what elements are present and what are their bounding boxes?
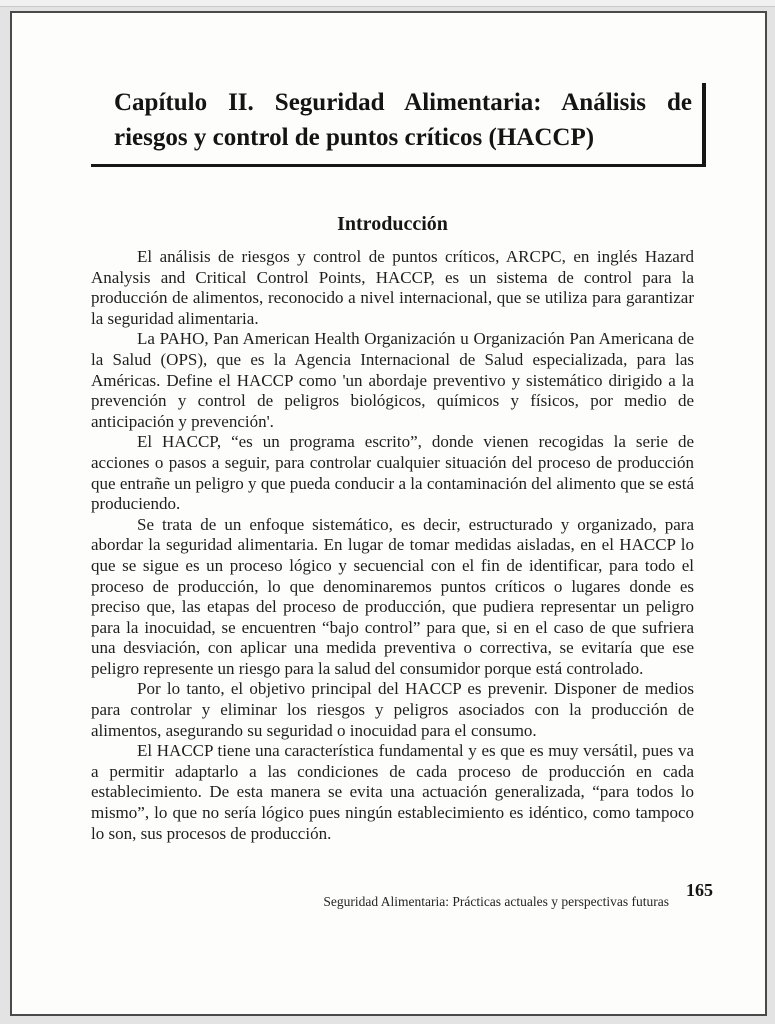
chapter-title-line-2: riesgos y control de puntos críticos (HACCP)	[114, 124, 595, 151]
page-number: 165	[686, 880, 713, 900]
window-edge-strip	[0, 0, 775, 7]
body-paragraph: La PAHO, Pan American Health Organización u Organización Pan Americana de la Salud (OPS), que es la Agencia Internacional de Salud especializada, para las Américas. Define el HACCP como 'un abordaje preventivo y sistemático dirigido a la prevención y control de peligros biológicos, químicos y físicos, por medio de anticipación y prevención'.	[91, 329, 694, 431]
body-paragraph: El HACCP tiene una característica fundamental y es que es muy versátil, pues va a permitir adaptarlo a las condiciones de cada proceso de producción en cada establecimiento. De esta manera se evita una actuación generalizada, “para todos lo mismo”, lo que no sería lógico pues ningún establecimiento es idéntico, como tampoco lo son, sus procesos de producción.	[91, 741, 694, 843]
body-paragraph: Por lo tanto, el objetivo principal del HACCP es prevenir. Disponer de medios para controlar y eliminar los riesgos y peligros asociados con la producción de alimentos, asegurando su seguridad o inocuidad para el consumo.	[91, 679, 694, 740]
chapter-title	[91, 83, 706, 167]
page-footer	[323, 879, 713, 910]
running-footer-text: Seguridad Alimentaria: Prácticas actuales y perspectivas futuras	[323, 894, 669, 909]
document-page	[10, 11, 767, 1016]
page-body	[91, 212, 694, 844]
body-paragraph: El análisis de riesgos y control de puntos críticos, ARCPC, en inglés Hazard Analysis and Critical Control Points, HACCP, es un sistema de control para la producción de alimentos, reconocido a nivel internacional, que se utiliza para garantizar la seguridad alimentaria.	[91, 247, 694, 328]
section-heading: Introducción	[337, 213, 448, 235]
chapter-title-line-1: Capítulo II. Seguridad Alimentaria: Análisis de	[114, 89, 692, 116]
body-paragraph: Se trata de un enfoque sistemático, es decir, estructurado y organizado, para abordar la seguridad alimentaria. En lugar de tomar medidas aisladas, en el HACCP lo que se sigue es un proceso lógico y secuencial con el fin de identificar, para todo el proceso de producción, lo que denominaremos puntos críticos o lugares donde es preciso que, las etapas del proceso de producción, que pudiera representar un peligro para la inocuidad, se encuentren “bajo control” para que, si en el caso de que sufriera una desviación, con aplicar una medida preventiva o correctiva, se evitaría que ese peligro represente un riesgo para la salud del consumidor porque está controlado.	[91, 514, 694, 678]
body-paragraph: El HACCP, “es un programa escrito”, donde vienen recogidas la serie de acciones o pasos a seguir, para controlar cualquier situación del proceso de producción que entrañe un peligro y que pueda conducir a la contaminación del alimento que se está produciendo.	[91, 432, 694, 514]
